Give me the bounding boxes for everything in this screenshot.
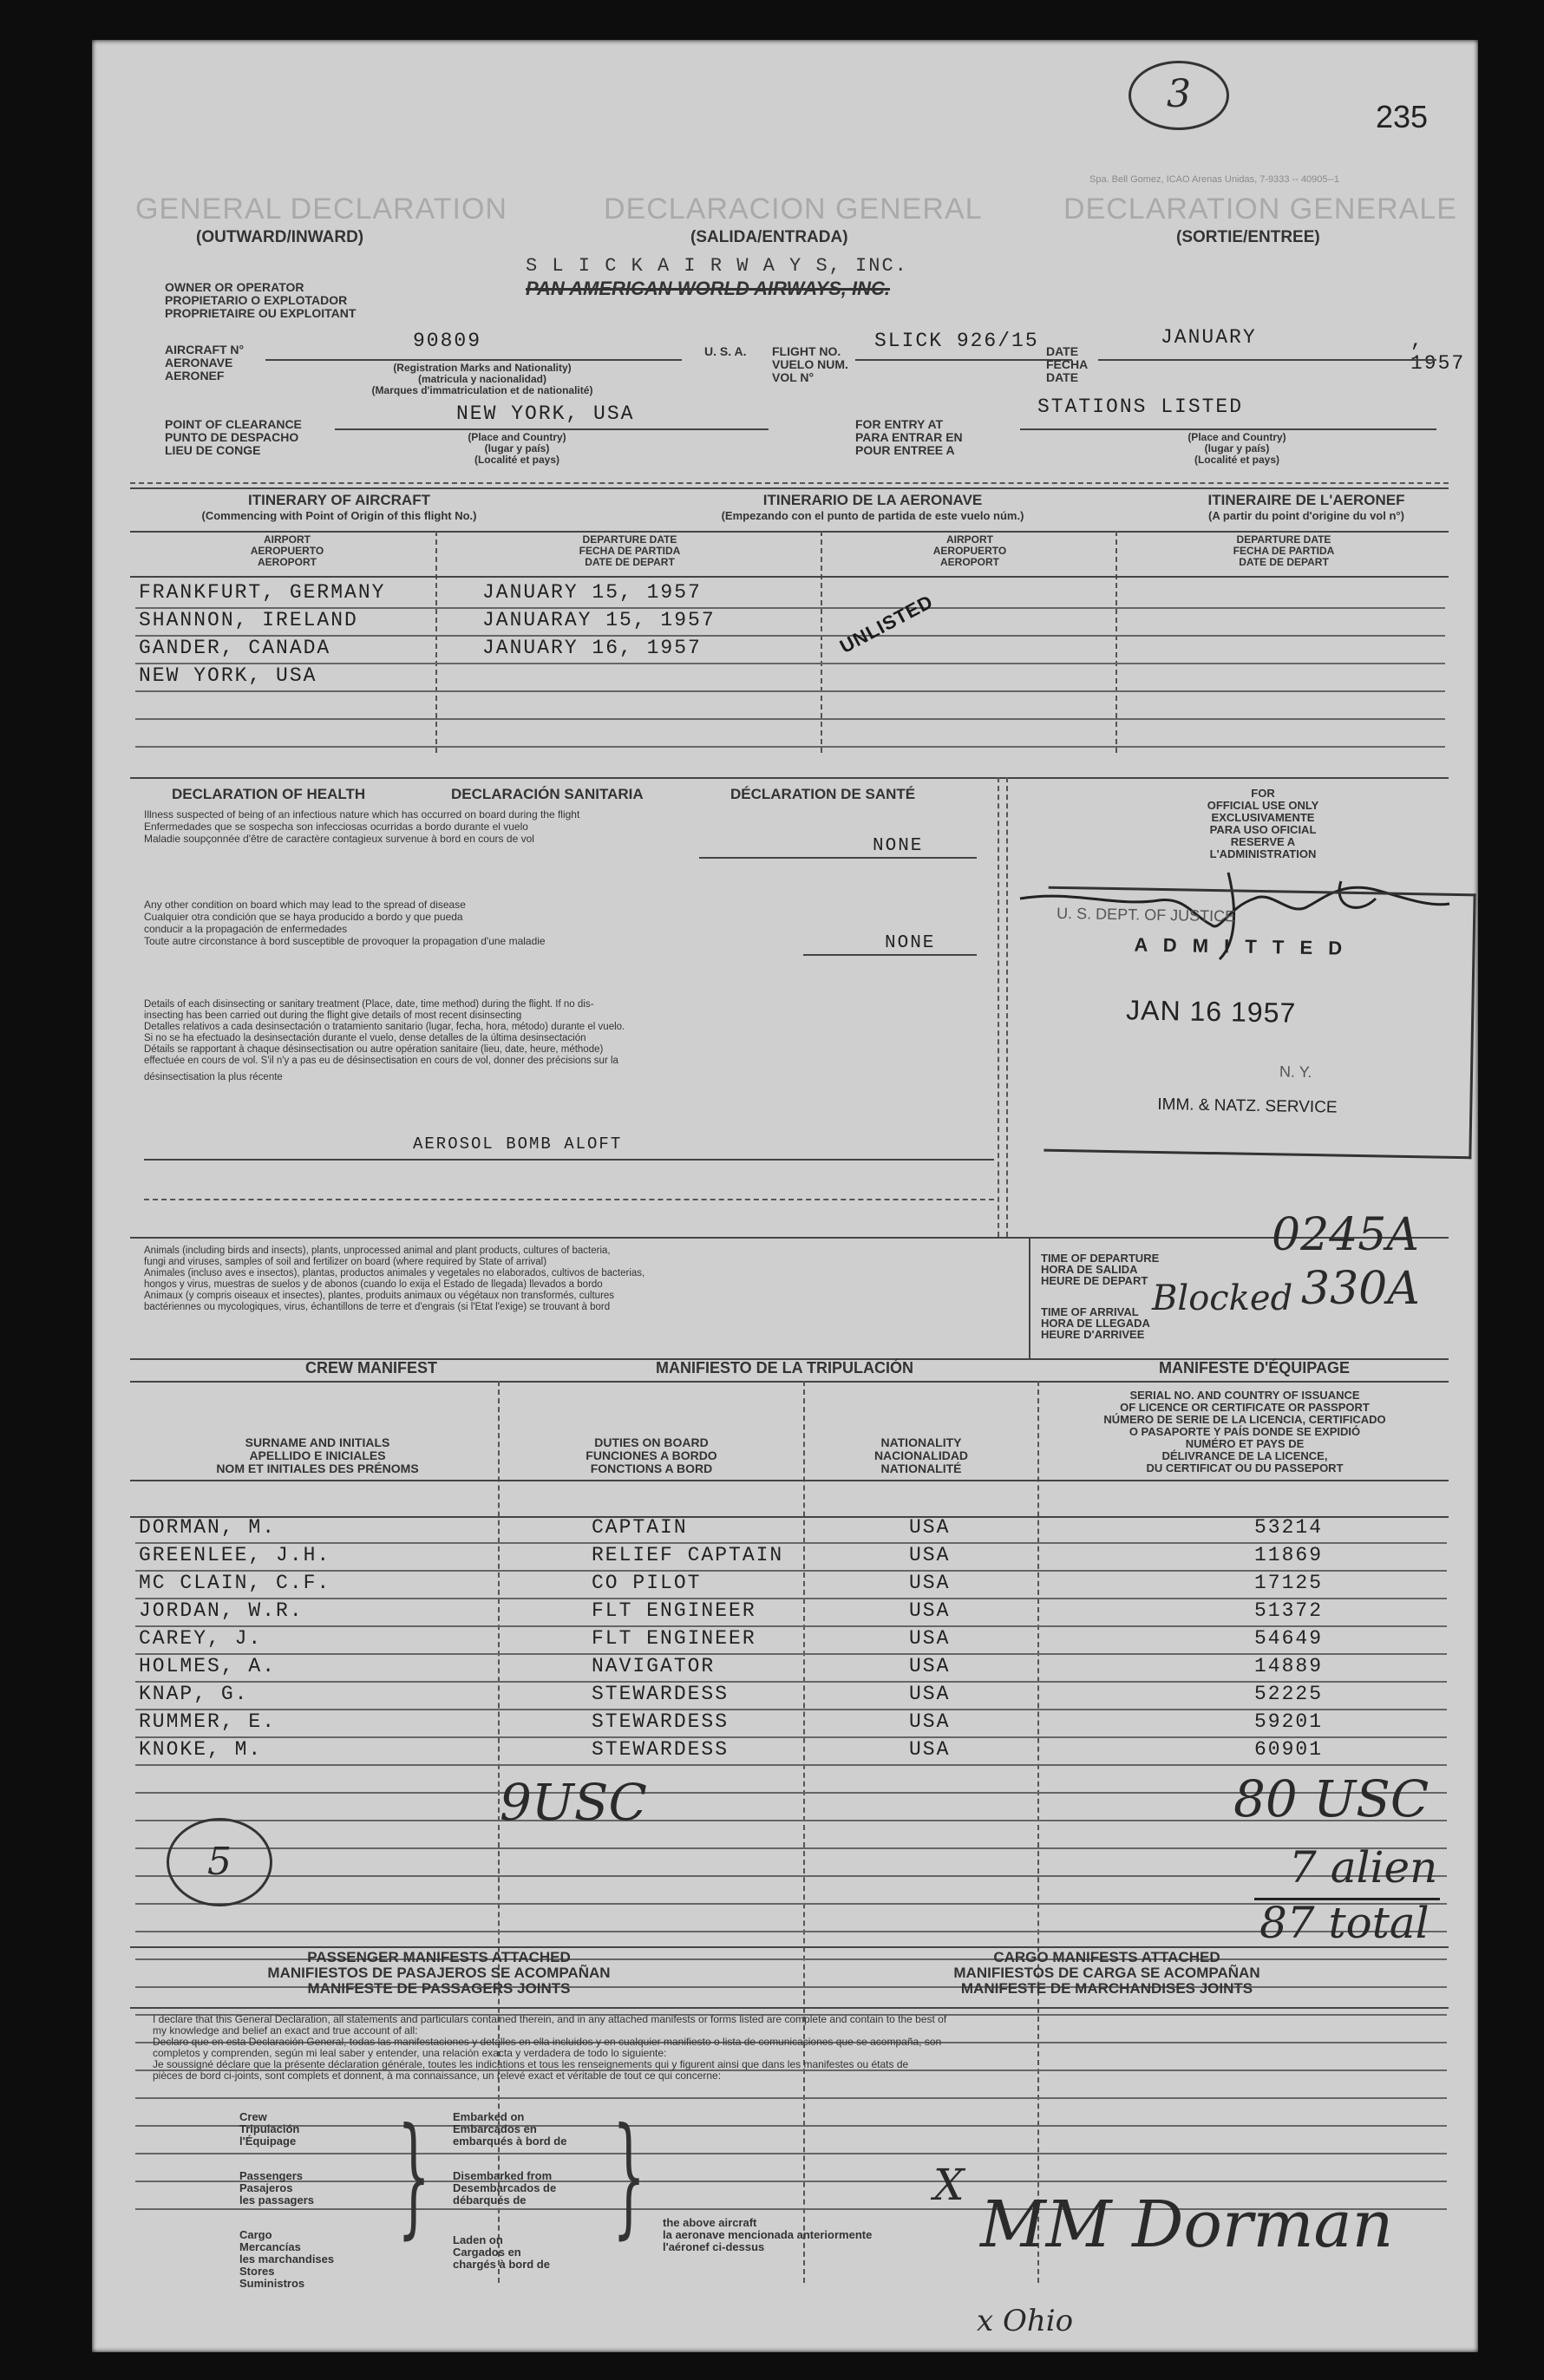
- aircraft-label: AIRCRAFT N° AERONAVE AERONEF: [165, 343, 245, 382]
- crew-title-fr: MANIFESTE D'ÉQUIPAGE: [1159, 1359, 1350, 1376]
- circled-number: 3: [1129, 61, 1229, 130]
- subtitle-french: (SORTIE/ENTREE): [1176, 228, 1320, 246]
- crew-row: MC CLAIN, C.F. CO PILOT USA 17125: [135, 1572, 1447, 1599]
- health-title-fr: DÉCLARATION DE SANTÉ: [730, 786, 916, 802]
- crew-title-es: MANIFIESTO DE LA TRIPULACIÓN: [656, 1359, 913, 1376]
- signature-mark: X: [933, 2160, 965, 2210]
- owner-label: OWNER OR OPERATOR PROPIETARIO O EXPLOTADOR PROPRIETAIRE OU EXPLOITANT: [165, 280, 357, 320]
- col-date-2: DEPARTURE DATE FECHA DE PARTIDA DATE DE DEPART: [1233, 533, 1335, 568]
- declaration-embarked: Embarked on Embarcados en embarqués à bord de: [453, 2110, 567, 2148]
- flight-number: SLICK 926/15: [874, 330, 1039, 352]
- health-question-3: Details of each disinsecting or sanitary treatment (Place, date, time method) during the flight. If no dis- insecting has been carried out during the flight give details of most recent disinsecting Detalles relativos a cada desinsectación o tratamiento sanitario (lugar, fecha, hora, método) durante el vuelo. Si no se ha efectuado la desinsectación durante el vuelo, dense detalles de la última desinsectación Détails se rapportant à chaque désinsectisation ou autre opération sanitaire (lieu, date, heure, méthode) effectuée en cours de vol. S'il n'y a pas eu de désinsectisation en cours de vol, donner des précisions sur la désinsectisation la plus récente: [144, 999, 625, 1082]
- crew-row: CAREY, J. FLT ENGINEER USA 54649: [135, 1627, 1447, 1655]
- form-reference: Spa. Bell Gomez, ICAO Arenas Unidas, 7-9333 -- 40905--1: [1089, 174, 1339, 185]
- owner-name-typed: S L I C K A I R W A Y S, INC.: [526, 255, 908, 277]
- crew-title-en: CREW MANIFEST: [305, 1359, 437, 1376]
- clearance-caption: (Place and Country) (lugar y país) (Localité et pays): [468, 431, 566, 466]
- arrival-time-label: TIME OF ARRIVAL HORA DE LLEGADA HEURE D'ARRIVEE: [1041, 1305, 1150, 1341]
- col-airport-2: AIRPORT AEROPUERTO AEROPORT: [932, 533, 1007, 568]
- crew-row: KNOKE, M. STEWARDESS USA 60901: [135, 1738, 1447, 1766]
- health-question-1: Illness suspected of being of an infectious nature which has occurred on board during the flight Enfermedades que se sospecha son infecciosas ocurridas a bordo durante el vuelo Maladie soupçonnée d'être de caractère contagieux survenue à bord en cours de vol: [144, 808, 580, 845]
- declaration-group-crew: Crew Tripulación l'Équipage: [239, 2110, 300, 2148]
- flight-month: JANUARY: [1161, 326, 1257, 349]
- official-use-label: FOR OFFICIAL USE ONLY EXCLUSIVAMENTE PARA USO OFICIAL RESERVE A L'ADMINISTRATION: [1207, 787, 1319, 860]
- crew-row: GREENLEE, J.H. RELIEF CAPTAIN USA 11869: [135, 1544, 1447, 1572]
- title-english: GENERAL DECLARATION: [135, 193, 507, 226]
- itinerary-header-fr: ITINERAIRE DE L'AERONEF (A partir du point d'origine du vol n°): [1207, 492, 1405, 522]
- health-title-en: DECLARATION OF HEALTH: [172, 786, 366, 802]
- handwritten-note-usc: 80 USC: [1233, 1769, 1430, 1828]
- cargo-manifests: CARGO MANIFESTS ATTACHED MANIFIESTOS DE CARGA SE ACOMPAÑAN MANIFESTE DE MARCHANDISES JOINTS: [953, 1949, 1260, 1997]
- declaration-laden: Laden on Cargados en chargés à bord de: [453, 2233, 550, 2271]
- itinerary-header-en: ITINERARY OF AIRCRAFT (Commencing with Point of Origin of this flight No.): [201, 492, 477, 522]
- signature-subscript: x Ohio: [977, 2304, 1074, 2338]
- crew-row: JORDAN, W.R. FLT ENGINEER USA 51372: [135, 1599, 1447, 1627]
- itinerary-header-es: ITINERARIO DE LA AERONAVE (Empezando con el punto de partida de este vuelo núm.): [721, 492, 1024, 522]
- col-nationality-header: NATIONALITY NACIONALIDAD NATIONALITÉ: [873, 1435, 969, 1475]
- circled-crew-count: 5: [167, 1818, 272, 1906]
- subtitle-english: (OUTWARD/INWARD): [196, 228, 364, 246]
- crew-row: HOLMES, A. NAVIGATOR USA 14889: [135, 1655, 1447, 1683]
- itinerary-rows: [135, 581, 1445, 748]
- arrival-time-value: 330A: [1301, 1263, 1420, 1315]
- declaration-aircraft: the above aircraft la aeronave mencionada anteriormente l'aéronef ci-dessus: [663, 2216, 873, 2253]
- crew-row: KNAP, G. STEWARDESS USA 52225: [135, 1683, 1447, 1710]
- declaration-group-cargo: Cargo Mercancías les marchandises Stores Suministros: [239, 2228, 335, 2290]
- clearance-point: NEW YORK, USA: [456, 402, 635, 425]
- handwritten-note-alien: 7 alien: [1289, 1842, 1438, 1893]
- col-duty-header: DUTIES ON BOARD FUNCIONES A BORDO FONCTIONS A BORD: [586, 1435, 717, 1475]
- flight-label: FLIGHT NO. VUELO NUM. VOL N°: [772, 344, 848, 384]
- col-name-header: SURNAME AND INITIALS APELLIDO E INICIALES NOM ET INITIALES DES PRÉNOMS: [216, 1435, 419, 1475]
- health-title-es: DECLARACIÓN SANITARIA: [451, 786, 644, 802]
- admitted-stamp: U. S. DEPT. OF JUSTICE A D M I T T E D JAN 16 1957 N. Y. IMM. & NATZ. SERVICE: [1044, 886, 1475, 1160]
- itinerary-row: GANDER, CANADA JANUARY 16, 1957: [135, 637, 1445, 664]
- declaration-group-passengers: Passengers Pasajeros les passagers: [239, 2169, 315, 2207]
- health-answer-3: AEROSOL BOMB ALOFT: [413, 1134, 623, 1154]
- entry-label: FOR ENTRY AT PARA ENTRAR EN POUR ENTREE A: [855, 417, 963, 457]
- crew-row: RUMMER, E. STEWARDESS USA 59201: [135, 1710, 1447, 1738]
- unlisted-stamp: UNLISTED: [836, 590, 937, 658]
- itinerary-row: SHANNON, IRELAND JANUARAY 15, 1957: [135, 609, 1445, 637]
- page-number: 235: [1376, 99, 1429, 134]
- clearance-label: POINT OF CLEARANCE PUNTO DE DESPACHO LIEU DE CONGE: [165, 417, 302, 457]
- title-french: DECLARATION GENERALE: [1063, 193, 1457, 226]
- col-date-1: DEPARTURE DATE FECHA DE PARTIDA DATE DE DEPART: [579, 533, 681, 568]
- usa-label: U. S. A.: [704, 344, 747, 358]
- arrival-note: Blocked: [1152, 1278, 1293, 1318]
- crew-row: DORMAN, M. CAPTAIN USA 53214: [135, 1516, 1447, 1544]
- brace-right: }: [612, 2101, 646, 2252]
- health-question-2: Any other condition on board which may lead to the spread of disease Cualquier otra condición que se haya producido a bordo y que pueda conducir a la propagación de enfermedades Toute autre circonstance à bord susceptible de provoquer la propagation d'une maladie: [144, 899, 546, 947]
- flight-year: , 1957: [1410, 330, 1466, 375]
- title-spanish: DECLARACION GENERAL: [604, 193, 983, 226]
- entry-caption: (Place and Country) (lugar y país) (Localité et pays): [1187, 431, 1286, 466]
- col-airport-1: AIRPORT AEROPUERTO AEROPORT: [250, 533, 324, 568]
- date-label: DATE FECHA DATE: [1046, 344, 1089, 384]
- crew-table: [135, 1516, 1447, 2210]
- itinerary-row: NEW YORK, USA: [135, 664, 1445, 692]
- owner-name-struck: PAN AMERICAN WORLD AIRWAYS, INC.: [526, 278, 891, 299]
- handwritten-note-total: 87 total: [1259, 1898, 1430, 1948]
- declaration-text: I declare that this General Declaration, all statements and particulars contained therein, and in any attached manifests or forms listed are complete and contain to the best of my knowledge and belief an exact and true account of all: Declaro que en esta Declaración General, todas las manifestaciones y detalles en ella incluidos y en cualquier manifiesto o lista de comunicaciones que se acompaña, son completos y comprenden, según mi leal saber y entender, una relación exacta y verdadera de todo lo siguiente: Je soussigné déclare que la présente déclaration générale, toutes les indications et tous les renseignements qui y figurent ainsi que dans les manifestes ou états de pièces de bord ci-joints, sont complets et donnent, à ma connaissance, un relevé exact et véritable de tout ce qui concerne:: [153, 2013, 947, 2082]
- declaration-disembarked: Disembarked from Desembarcados de débarqués de: [453, 2169, 557, 2207]
- aircraft-number: 90809: [413, 330, 482, 352]
- health-answer-2: NONE: [885, 933, 936, 953]
- departure-time-value: 0245A: [1272, 1209, 1419, 1261]
- health-answer-1: NONE: [873, 836, 924, 856]
- entry-point: STATIONS LISTED: [1037, 396, 1244, 418]
- animals-declaration: Animals (including birds and insects), plants, unprocessed animal and plant products, cultures of bacteria, fungi and viruses, samples of soil and fertilizer on board (where required by State of arrival) Animales (incluso aves e insectos), plantas, productos animales y vegetales no elaborados, cultivos de bacterias, hongos y virus, muestras de suelos y de abonos (cuando lo exija el Estado de llegada) llevados a bordo Animaux (y compris oiseaux et insectes), plantes, produits animaux ou végétaux non transformés, cultures bactériennes ou mycologiques, virus, échantillons de terre et d'engrais (si l'Etat l'exige) se trouvant à bord: [144, 1246, 645, 1312]
- itinerary-row: FRANKFURT, GERMANY JANUARY 15, 1957: [135, 581, 1445, 609]
- subtitle-spanish: (SALIDA/ENTRADA): [690, 228, 848, 246]
- brace-left: }: [397, 2101, 431, 2252]
- registration-caption: (Registration Marks and Nationality) (matricula y nacionalidad) (Marques d'immatriculation et de nationalité): [371, 362, 593, 396]
- passenger-manifests: PASSENGER MANIFESTS ATTACHED MANIFIESTOS DE PASAJEROS SE ACOMPAÑAN MANIFESTE DE PASSAGERS JOINTS: [267, 1949, 611, 1997]
- declaration-form: [92, 40, 1478, 2352]
- departure-time-label: TIME OF DEPARTURE HORA DE SALIDA HEURE DE DEPART: [1041, 1252, 1160, 1287]
- handwritten-note-left: 9USC: [500, 1773, 647, 1832]
- captain-signature: MM Dorman: [980, 2187, 1394, 2262]
- col-licence-header: SERIAL NO. AND COUNTRY OF ISSUANCE OF LICENCE OR CERTIFICATE OR PASSPORT NÚMERO DE SERIE DE LA LICENCIA, CERTIFICADO O PASAPORTE Y PAÍS DONDE SE EXPIDIÓ NUMÉRO ET PAYS DE DÉLIVRANCE DE LA LICENCE, DU CERTIFICAT OU DU PASSEPORT: [1103, 1389, 1386, 1474]
